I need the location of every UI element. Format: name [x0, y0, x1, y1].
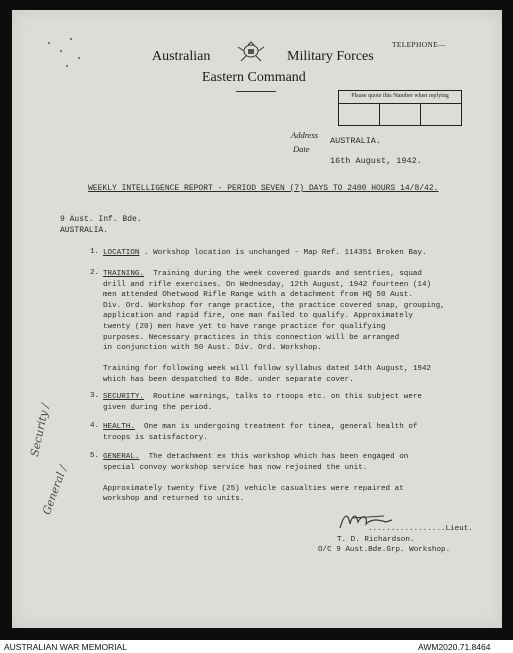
subtitle-rule — [236, 91, 276, 92]
paragraph-line: special convoy workshop service has now rejoined the unit. — [103, 463, 368, 472]
paragraph-line: purposes. Necessary practices in this connection will be arranged — [103, 333, 400, 342]
date-value: 16th August, 1942. — [330, 156, 422, 166]
paragraph-line: workshop and returned to units. — [103, 495, 245, 504]
recipient-line-1: 9 Aust. Inf. Bde. — [60, 215, 142, 224]
crest-icon — [236, 41, 266, 65]
address-label: Address — [291, 130, 319, 140]
paragraph-location — [103, 248, 427, 259]
date-label: Date — [293, 144, 310, 154]
paragraph-heading: HEALTH. — [103, 423, 135, 431]
paragraph-line: Training for following week will follow syllabus dated 14th August, 1942 — [103, 365, 432, 374]
telephone-label: TELEPHONE— — [392, 40, 446, 49]
reference-number-label: Please quote this Number when replying — [351, 93, 449, 99]
margin-note-general: General / — [40, 463, 70, 517]
signatory-unit: O/C 9 Aust.Bde.Grp. Workshop. — [318, 546, 451, 554]
paragraph-line: Training during the week covered guards and sentries, squad — [144, 270, 422, 278]
paragraph-line: The detachment ex this workshop which has been engaged on — [139, 453, 409, 461]
margin-note-security: Security / — [28, 402, 52, 458]
paragraph-line: twenty (20) men have yet to have range practice for qualifying — [103, 322, 386, 331]
paragraph-number: 2. — [90, 269, 100, 277]
recipient-line-2: AUSTRALIA. — [60, 226, 109, 235]
paragraph-line: application and rapid fire, one man failed to qualify. Approximately — [103, 312, 413, 321]
paragraph-heading: TRAINING. — [103, 270, 145, 278]
report-title: WEEKLY INTELLIGENCE REPORT - PERIOD SEVEN (7) DAYS TO 2400 HOURS 14/8/42. — [88, 184, 439, 193]
paragraph-line: given during the period. — [103, 403, 213, 412]
paragraph-line: Div. Ord. Workshop for range practice, the practice covered snap, grouping, — [103, 301, 445, 310]
reference-cell — [421, 104, 461, 126]
reference-cell — [339, 104, 380, 126]
paragraph-line: One man is undergoing treatment for tinea, general health of — [134, 423, 418, 431]
paragraph-training — [103, 269, 445, 386]
paragraph-line: Routine warnings, talks to rtoops etc. on this subject were — [144, 393, 422, 401]
paragraph-heading: GENERAL. — [103, 453, 140, 461]
footer-accession-number: AWM2020.71.8464 — [418, 642, 491, 652]
paragraph-line: drill and rifle exercises. On Wednesday, 12th August, 1942 fourteen (14) — [103, 280, 432, 289]
paragraph-line: which has been despatched to Bde. under separate cover. — [103, 375, 354, 384]
paragraph-number: 1. — [90, 248, 100, 256]
address-value: AUSTRALIA. — [330, 136, 382, 146]
paragraph-number: 5. — [90, 452, 100, 460]
paragraph-number: 4. — [90, 422, 100, 430]
footer-institution: AUSTRALIAN WAR MEMORIAL — [4, 642, 127, 652]
letterhead-subtitle: Eastern Command — [202, 70, 306, 85]
letterhead-left-title: Australian — [152, 49, 211, 64]
paragraph-number: 3. — [90, 392, 100, 400]
paragraph-line: troops is satisfactory. — [103, 433, 208, 442]
reference-number-cells — [339, 103, 461, 126]
reference-cell — [380, 104, 421, 126]
paragraph-line: in conjunction with 50 Aust. Div. Ord. Workshop. — [103, 344, 322, 353]
paragraph-general — [103, 452, 408, 505]
letterhead-right-title: Military Forces — [287, 49, 374, 64]
paragraph-health — [103, 422, 417, 443]
signatory-name: T. D. Richardson. — [337, 536, 415, 544]
signature-rank-line: .................Lieut. — [368, 525, 473, 533]
paragraph-line: men attended Ohetwood Rifle Range with a detachment from HQ 50 Aust. — [103, 291, 413, 300]
paragraph-heading: LOCATION — [103, 249, 140, 257]
paragraph-security — [103, 392, 422, 413]
paragraph-line: . Workshop location is unchanged - Map Ref. 114351 Broken Bay. — [139, 249, 427, 257]
paragraph-line: Approximately twenty five (25) vehicle casualties were repaired at — [103, 484, 404, 493]
reference-number-box — [338, 90, 462, 126]
paragraph-heading: SECURITY. — [103, 393, 145, 401]
